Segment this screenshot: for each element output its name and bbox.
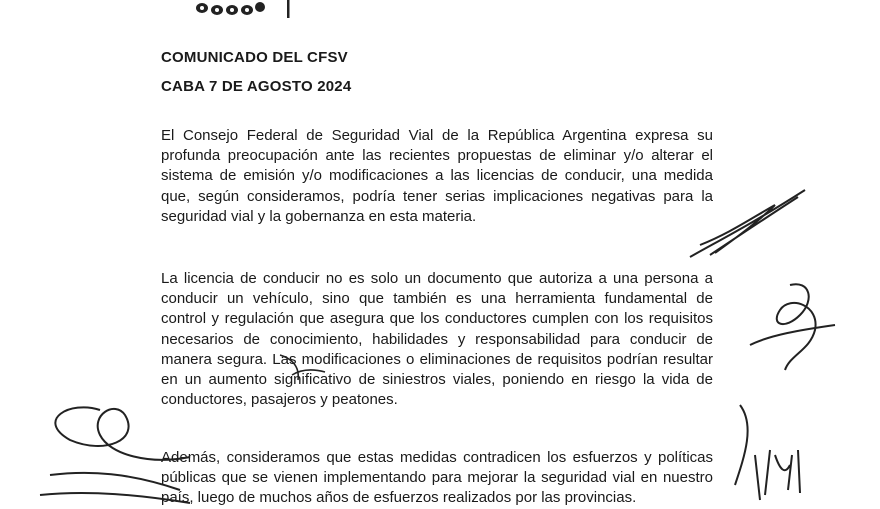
paragraph-line: control y regulación que asegura que los conductores cumplen con los requisitos — [161, 310, 713, 328]
paragraph-line: Además, consideramos que estas medidas contradicen los esfuerzos y políticas — [161, 449, 713, 466]
logo-fragment — [188, 0, 308, 22]
paragraph-line: profunda preocupación ante las recientes propuestas de eliminar y/o alterar el — [161, 147, 713, 165]
document-place-date: CABA 7 DE AGOSTO 2024 — [161, 78, 352, 95]
signature-scribble-2 — [730, 275, 850, 385]
paragraph-line: El Consejo Federal de Seguridad Vial de la República Argentina expresa su — [161, 127, 713, 144]
paragraph-1 — [161, 126, 713, 227]
paragraph-line: La licencia de conducir no es solo un documento que autoriza a una persona a — [161, 270, 713, 287]
document-title: COMUNICADO DEL CFSV — [161, 49, 348, 66]
paragraph-line: país, luego de muchos años de esfuerzos realizados por las provincias. — [161, 489, 637, 507]
paragraph-line: conducir un vehículo, sino que también es una herramienta fundamental de — [161, 290, 713, 308]
paragraph-2 — [161, 269, 713, 410]
paragraph-line: seguridad vial y la gobernanza en esta materia. — [161, 207, 477, 225]
paragraph-line: conductores, pasajeros y peatones. — [161, 391, 398, 409]
paragraph-line: sistema de emisión y/o modificaciones a las licencias de conducir, una medida — [161, 167, 713, 185]
paragraph-3 — [161, 448, 713, 509]
paragraph-line: en un aumento significativo de siniestros viales, poniendo en riesgo la vida de — [161, 371, 713, 389]
paragraph-line: necesarios de conocimiento, habilidades y responsabilidad para conducir de — [161, 330, 713, 348]
paragraph-line: manera segura. Las modificaciones o eliminaciones de requisitos podrían resultar — [161, 350, 713, 368]
paragraph-line: que, según consideramos, podría tener serias implicaciones negativas para la — [161, 187, 713, 205]
paragraph-line: públicas que se vienen implementando para mejorar la seguridad vial en nuestro — [161, 469, 713, 487]
signature-scribble-3 — [720, 395, 830, 506]
